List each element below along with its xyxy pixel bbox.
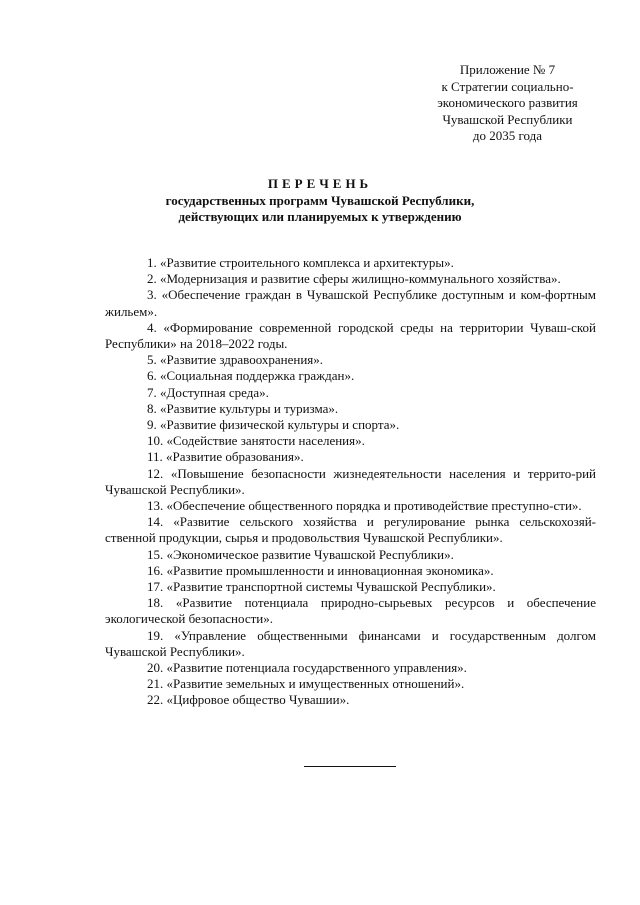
document-subtitle: действующих или планируемых к утверждению (178, 209, 462, 224)
program-item: 18. «Развитие потенциала природно-сырьевых ресурсов и обеспечение экологической безопасности». (105, 595, 596, 627)
program-item: 9. «Развитие физической культуры и спорта». (147, 417, 400, 433)
program-item: 4. «Формирование современной городской среды на территории Чуваш-ской Республики» на 2018–2022 годы. (105, 319, 596, 352)
appendix-line: Приложение № 7 (459, 62, 556, 77)
program-item: 11. «Развитие образования». (147, 449, 304, 465)
document-subtitle: государственных программ Чувашской Республики, (165, 192, 475, 208)
appendix-line: до 2035 года (472, 128, 543, 143)
document-title: ПЕРЕЧЕНЬ (267, 176, 373, 191)
program-item: 2. «Модернизация и развитие сферы жилищно-коммунального хозяйства». (147, 271, 561, 287)
program-item: 1. «Развитие строительного комплекса и архитектуры». (147, 255, 454, 270)
appendix-line: Чувашской Республики (442, 111, 573, 127)
program-item: 16. «Развитие промышленности и инновационная экономика». (147, 562, 494, 578)
program-item: 6. «Социальная поддержка граждан». (147, 368, 355, 384)
program-item: 8. «Развитие культуры и туризма». (147, 400, 339, 416)
program-item: 10. «Содействие занятости населения». (147, 433, 365, 449)
program-item: 7. «Доступная среда». (147, 384, 269, 400)
program-item: 19. «Управление общественными финансами и государственным долгом Чувашской Республики». (105, 627, 596, 659)
appendix-line: к Стратегии социально- (441, 78, 574, 94)
program-item: 13. «Обеспечение общественного порядка и противодействие преступно-сти». (147, 498, 582, 514)
program-item: 5. «Развитие здравоохранения». (147, 352, 324, 368)
end-divider (304, 766, 396, 767)
program-item: 14. «Развитие сельского хозяйства и регулирование рынка сельскохозяй-ственной продукции, сырья и продовольствия Чувашской Республики». (105, 514, 596, 546)
document-heading (100, 176, 540, 226)
appendix-block (415, 62, 600, 145)
program-item: 22. «Цифровое общество Чувашии». (147, 692, 350, 708)
program-list (105, 255, 596, 709)
program-item: 12. «Повышение безопасности жизнедеятельности населения и террито-рий Чувашской Республики». (105, 465, 596, 497)
program-item: 20. «Развитие потенциала государственного управления». (147, 660, 467, 676)
program-item: 21. «Развитие земельных и имущественных отношений». (147, 676, 465, 692)
appendix-line: экономического развития (437, 95, 578, 110)
program-item: 3. «Обеспечение граждан в Чувашской Республике доступным и ком-фортным жильем». (105, 287, 596, 319)
program-item: 15. «Экономическое развитие Чувашской Республики». (147, 546, 454, 562)
program-item: 17. «Развитие транспортной системы Чувашской Республики». (147, 579, 496, 595)
